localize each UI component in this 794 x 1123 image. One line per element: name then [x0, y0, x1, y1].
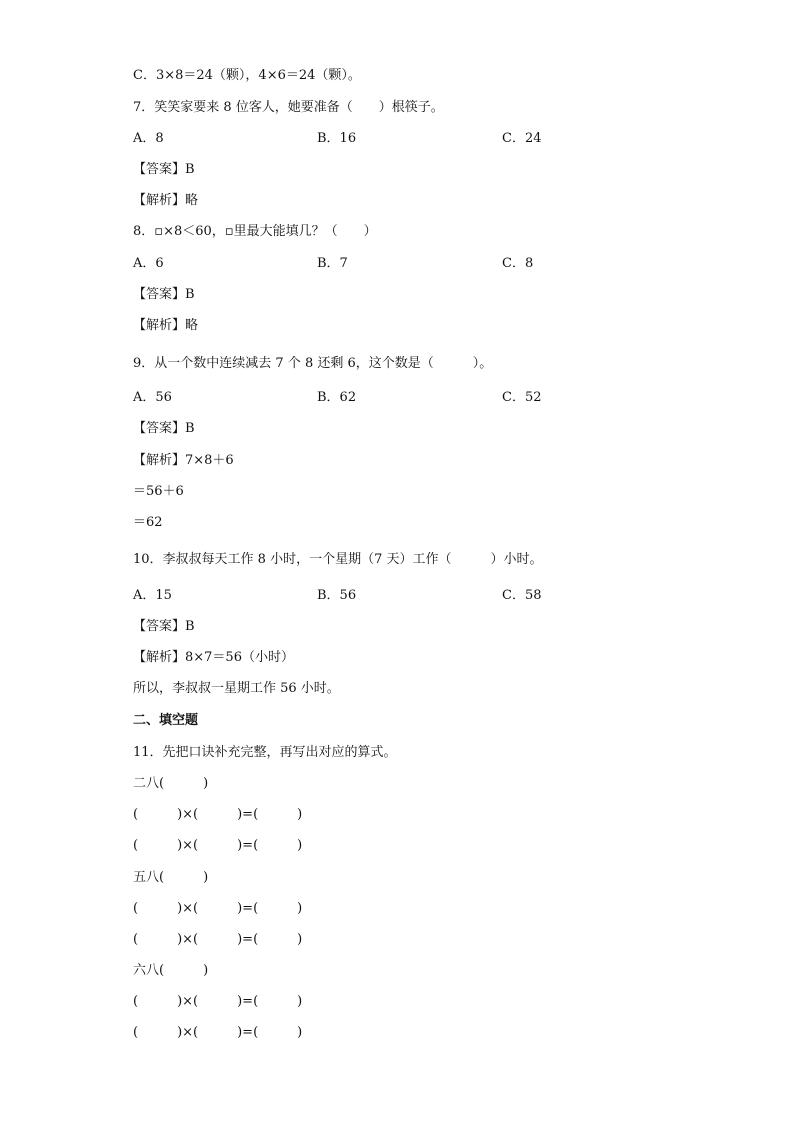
q8-option-c: C．8: [502, 256, 534, 271]
q8-question: 8．▫×8＜60，▫里最大能填几？（ ）: [133, 224, 377, 239]
q10-answer: 【答案】B: [133, 619, 195, 634]
q8-analysis: 【解析】略: [133, 318, 199, 333]
q6-option-c: C．3×8＝24（颗），4×6＝24（颗）。: [133, 68, 361, 83]
equation-row: ( )×( )=( ): [133, 838, 303, 853]
q9-option-b: B．62: [317, 390, 357, 405]
q7-question: 7．笑笑家要来 8 位客人，她要准备（ ）根筷子。: [133, 100, 444, 115]
q10-option-c: C．58: [502, 588, 542, 603]
q9-question: 9．从一个数中连续减去 7 个 8 还剩 6，这个数是（ ）。: [133, 356, 493, 371]
q11-question: 11．先把口诀补充完整，再写出对应的算式。: [133, 745, 397, 760]
q10-question: 10．李叔叔每天工作 8 小时，一个星期（7 天）工作（ ）小时。: [133, 552, 543, 567]
rhyme-2x8: 二八( ): [133, 776, 209, 791]
equation-row: ( )×( )=( ): [133, 901, 303, 916]
q8-option-b: B．7: [317, 256, 348, 271]
q8-answer: 【答案】B: [133, 287, 195, 302]
q9-answer: 【答案】B: [133, 421, 195, 436]
q10-analysis-line-1: 【解析】8×7＝56（小时）: [133, 650, 294, 665]
q9-option-a: A．56: [133, 390, 172, 405]
q9-option-c: C．52: [502, 390, 542, 405]
section-heading: 二、填空题: [133, 713, 199, 728]
q7-analysis: 【解析】略: [133, 193, 199, 208]
q8-option-a: A．6: [133, 256, 164, 271]
equation-row: ( )×( )=( ): [133, 807, 303, 822]
q10-option-a: A．15: [133, 588, 172, 603]
equation-row: ( )×( )=( ): [133, 994, 303, 1009]
q10-option-b: B．56: [317, 588, 357, 603]
q10-analysis-line-2: 所以，李叔叔一星期工作 56 小时。: [133, 681, 340, 696]
q9-analysis-line-2: ＝56＋6: [133, 484, 184, 499]
q7-answer: 【答案】B: [133, 162, 195, 177]
q7-option-a: A．8: [133, 131, 164, 146]
q7-option-c: C．24: [502, 131, 542, 146]
rhyme-6x8: 六八( ): [133, 963, 209, 978]
equation-row: ( )×( )=( ): [133, 1025, 303, 1040]
equation-row: ( )×( )=( ): [133, 932, 303, 947]
q9-analysis-line-1: 【解析】7×8＋6: [133, 453, 234, 468]
q7-option-b: B．16: [317, 131, 357, 146]
q9-analysis-line-3: ＝62: [133, 515, 163, 530]
rhyme-5x8: 五八( ): [133, 870, 209, 885]
